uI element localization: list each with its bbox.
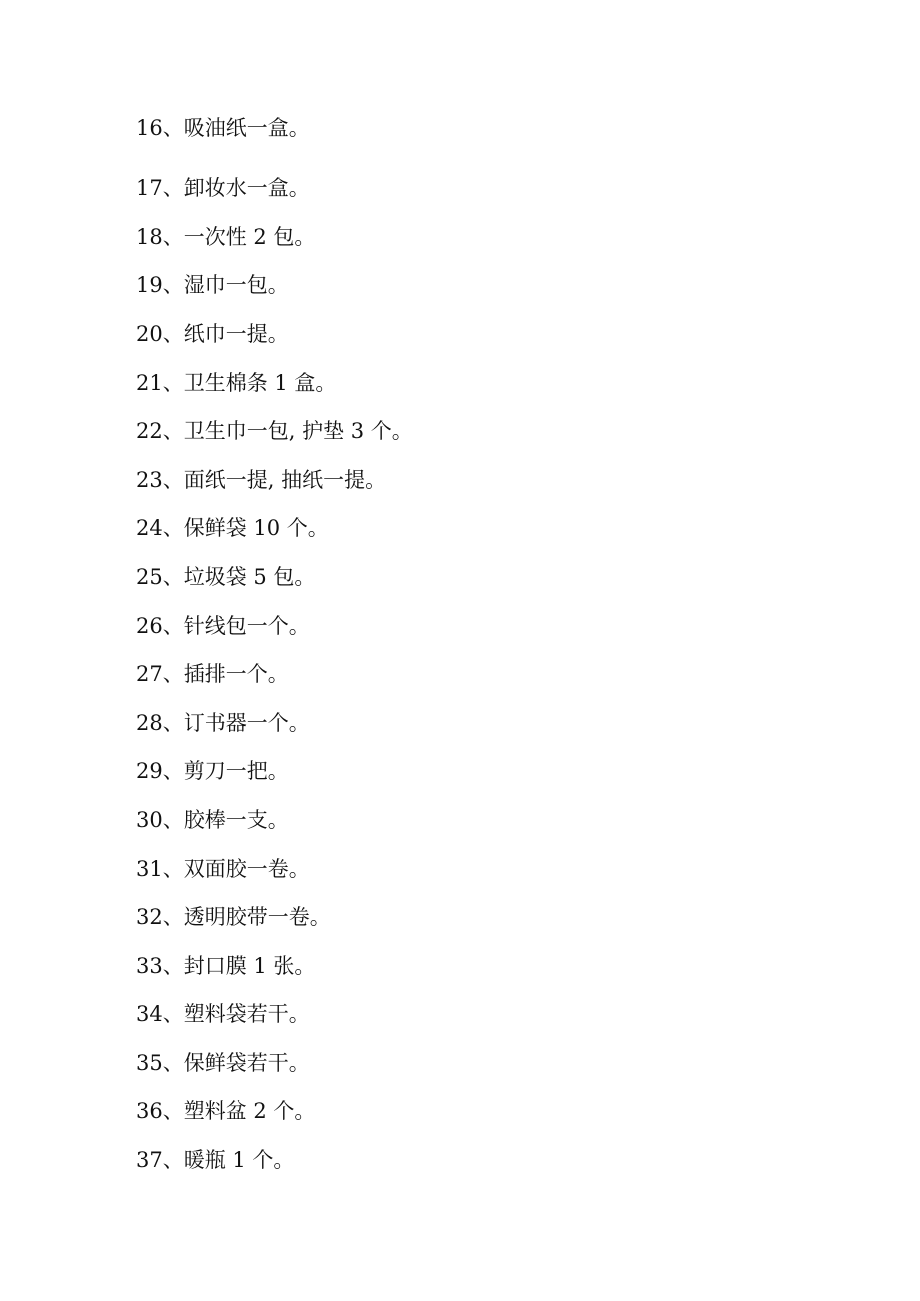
list-item: 25、垃圾袋 5 包。: [136, 565, 316, 589]
list-item: 22、卫生巾一包, 护垫 3 个。: [136, 419, 413, 443]
list-item: 29、剪刀一把。: [136, 759, 289, 783]
list-item: 20、纸巾一提。: [136, 322, 289, 346]
list-item: 23、面纸一提, 抽纸一提。: [136, 468, 387, 492]
list-item: 24、保鲜袋 10 个。: [136, 516, 329, 540]
list-item: 32、透明胶带一卷。: [136, 905, 331, 929]
list-item: 16、吸油纸一盒。: [136, 116, 310, 140]
list-item: 31、双面胶一卷。: [136, 857, 310, 881]
list-item: 30、胶棒一支。: [136, 808, 289, 832]
list-item: 33、封口膜 1 张。: [136, 954, 316, 978]
list-item: 26、针线包一个。: [136, 614, 310, 638]
list-item: 28、订书器一个。: [136, 711, 310, 735]
list-item: 17、卸妆水一盒。: [136, 176, 310, 200]
list-item: 21、卫生棉条 1 盒。: [136, 371, 337, 395]
list-item: 35、保鲜袋若干。: [136, 1051, 310, 1075]
list-item: 37、暖瓶 1 个。: [136, 1148, 295, 1172]
list-item: 36、塑料盆 2 个。: [136, 1099, 316, 1123]
list-item: 19、湿巾一包。: [136, 273, 289, 297]
list-item: 18、一次性 2 包。: [136, 225, 316, 249]
list-item: 34、塑料袋若干。: [136, 1002, 310, 1026]
list-item: 27、插排一个。: [136, 662, 289, 686]
